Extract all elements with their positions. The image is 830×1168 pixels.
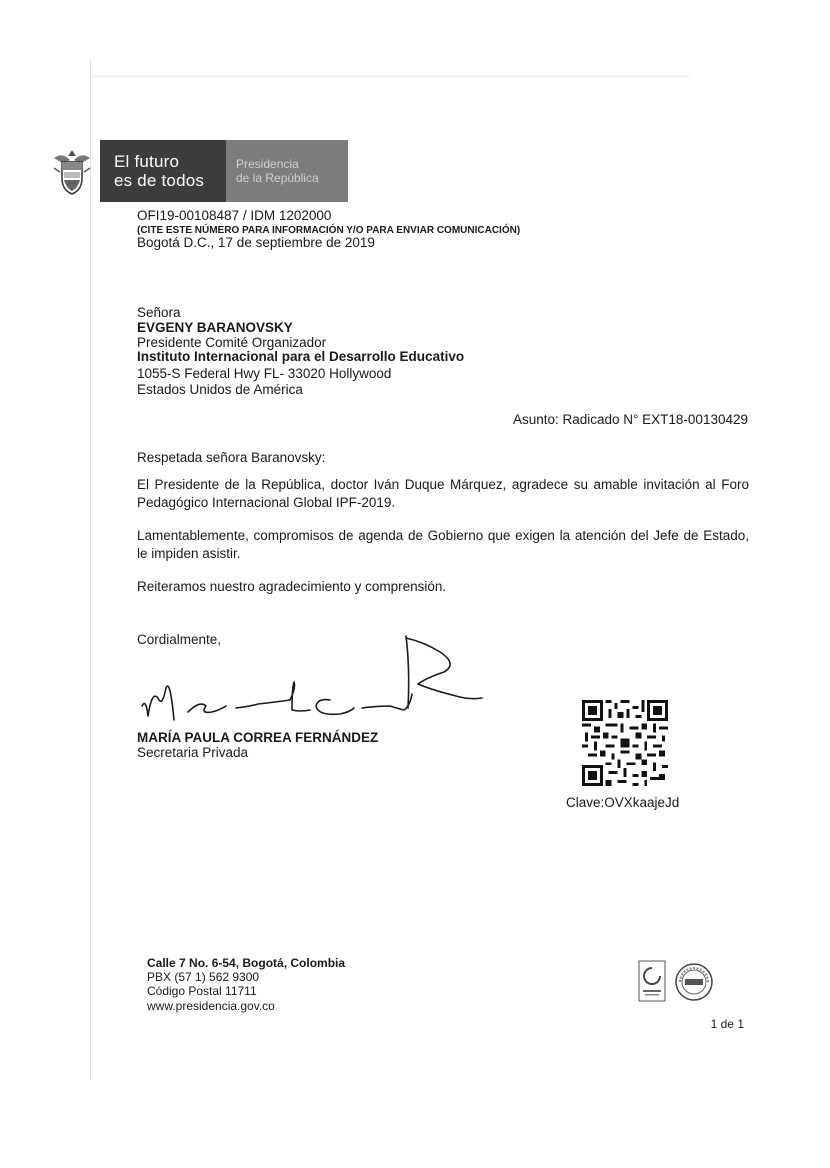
- banner-slogan-line2: es de todos: [114, 171, 205, 190]
- footer-website: www.presidencia.gov.co: [147, 999, 275, 1013]
- handwritten-signature: [140, 628, 485, 743]
- page-number: 1 de 1: [710, 1017, 744, 1031]
- iqnet-certification-icon: [674, 962, 714, 1002]
- place-date: Bogotá D.C., 17 de septiembre de 2019: [137, 235, 375, 250]
- body-paragraph-1: El Presidente de la República, doctor Iván Duque Márquez, agradece su amable invitación al Foro Pedagógico Internacional Global IPF-2019.: [137, 477, 749, 510]
- verification-key: Clave:OVXkaajeJd: [566, 795, 680, 810]
- greeting: Respetada señora Baranovsky:: [137, 450, 326, 465]
- closing: Cordialmente,: [137, 632, 222, 647]
- banner-institution-line1: Presidencia: [236, 157, 299, 171]
- footer-address: Calle 7 No. 6-54, Bogotá, Colombia: [147, 956, 346, 970]
- body-paragraph-3: Reiteramos nuestro agradecimiento y comprensión.: [137, 579, 447, 594]
- banner-institution-line2: de la República: [236, 171, 319, 185]
- cite-note: (CITE ESTE NÚMERO PARA INFORMACIÓN Y/O PARA ENVIAR COMUNICACIÓN): [137, 225, 521, 236]
- recipient-salutation: Señora: [137, 305, 181, 320]
- colombia-coat-of-arms-icon: [50, 148, 94, 198]
- banner-slogan: [100, 140, 226, 202]
- footer-phone: PBX (57 1) 562 9300: [147, 970, 260, 984]
- banner-slogan-line1: El futuro: [114, 152, 180, 171]
- recipient-address-line2: Estados Unidos de América: [137, 382, 303, 397]
- signer-title: Secretaria Privada: [137, 745, 249, 760]
- body-paragraph-2: Lamentablemente, compromisos de agenda de Gobierno que exigen la atención del Jefe de Estado, le impiden asistir.: [137, 528, 749, 561]
- qr-code-icon: [582, 700, 668, 786]
- icontec-certification-icon: [638, 960, 666, 1002]
- subject-line: Asunto: Radicado N° EXT18-00130429: [512, 412, 748, 427]
- scan-edge: [90, 76, 690, 77]
- recipient-name: EVGENY BARANOVSKY: [137, 320, 293, 335]
- recipient-address-line1: 1055-S Federal Hwy FL- 33020 Hollywood: [137, 366, 392, 381]
- presidency-banner: [100, 140, 348, 202]
- signer-name: MARÍA PAULA CORREA FERNÁNDEZ: [137, 730, 379, 745]
- reference-number: OFI19-00108487 / IDM 1202000: [137, 208, 332, 223]
- footer-postal-code: Código Postal 11711: [147, 984, 257, 998]
- scan-edge: [90, 60, 91, 1080]
- recipient-institution: Instituto Internacional para el Desarrollo Educativo: [137, 349, 465, 364]
- banner-institution: [226, 140, 348, 202]
- recipient-role: Presidente Comité Organizador: [137, 335, 327, 350]
